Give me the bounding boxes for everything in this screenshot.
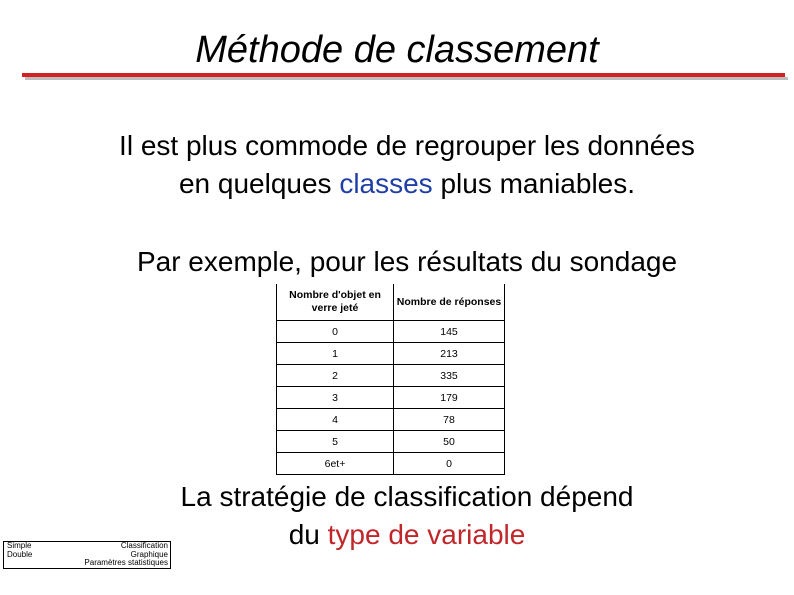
table-cell: 50 — [394, 431, 505, 453]
slide-title: Méthode de classement — [195, 29, 599, 71]
table-cell: 78 — [394, 409, 505, 431]
table-cell: 0 — [277, 321, 394, 343]
table-row — [277, 343, 505, 365]
table-cell: 5 — [277, 431, 394, 453]
example-paragraph: Par exemple, pour les résultats du sondage — [136, 246, 678, 277]
table-row — [277, 321, 505, 343]
mini-left-item: Double — [7, 549, 33, 559]
conclusion-line-1: La stratégie de classification dépend — [180, 481, 634, 512]
intro-paragraph — [50, 127, 764, 203]
mini-right-item: Graphique — [130, 549, 168, 559]
table-cell: 2 — [277, 365, 394, 387]
header-objects: Nombre d'objet en verre jeté — [277, 284, 394, 321]
table-row — [277, 387, 505, 409]
keyword-variable-type: type de variable — [327, 519, 526, 550]
table-row — [277, 453, 505, 475]
intro-line-2-end: plus maniables. — [432, 168, 636, 199]
table-cell: 0 — [394, 453, 505, 475]
intro-line-2-start: en quelques — [178, 168, 340, 199]
mini-right-item: Paramètres statistiques — [84, 558, 168, 567]
table-row — [277, 409, 505, 431]
table-cell: 213 — [394, 343, 505, 365]
table-row — [277, 365, 505, 387]
table-header-row — [277, 284, 505, 321]
keyword-classes: classes — [339, 168, 433, 199]
table-cell: 145 — [394, 321, 505, 343]
table-cell: 3 — [277, 387, 394, 409]
table-cell: 6et+ — [277, 453, 394, 475]
title-underline — [22, 73, 785, 80]
survey-table — [276, 284, 505, 475]
table-cell: 179 — [394, 387, 505, 409]
mini-left-item: Simple — [7, 541, 32, 550]
intro-line-1: Il est plus commode de regrouper les données — [119, 130, 695, 161]
table-cell: 1 — [277, 343, 394, 365]
header-responses: Nombre de réponses — [394, 284, 505, 321]
mini-right-column — [84, 542, 168, 568]
table-cell: 335 — [394, 365, 505, 387]
table-cell: 4 — [277, 409, 394, 431]
mini-summary-table — [3, 541, 171, 569]
conclusion-line-2-start: du — [288, 519, 328, 550]
title-underline-shadow — [25, 77, 788, 80]
table-row — [277, 431, 505, 453]
mini-right-item: Classification — [120, 541, 168, 550]
mini-left-column — [7, 542, 32, 559]
